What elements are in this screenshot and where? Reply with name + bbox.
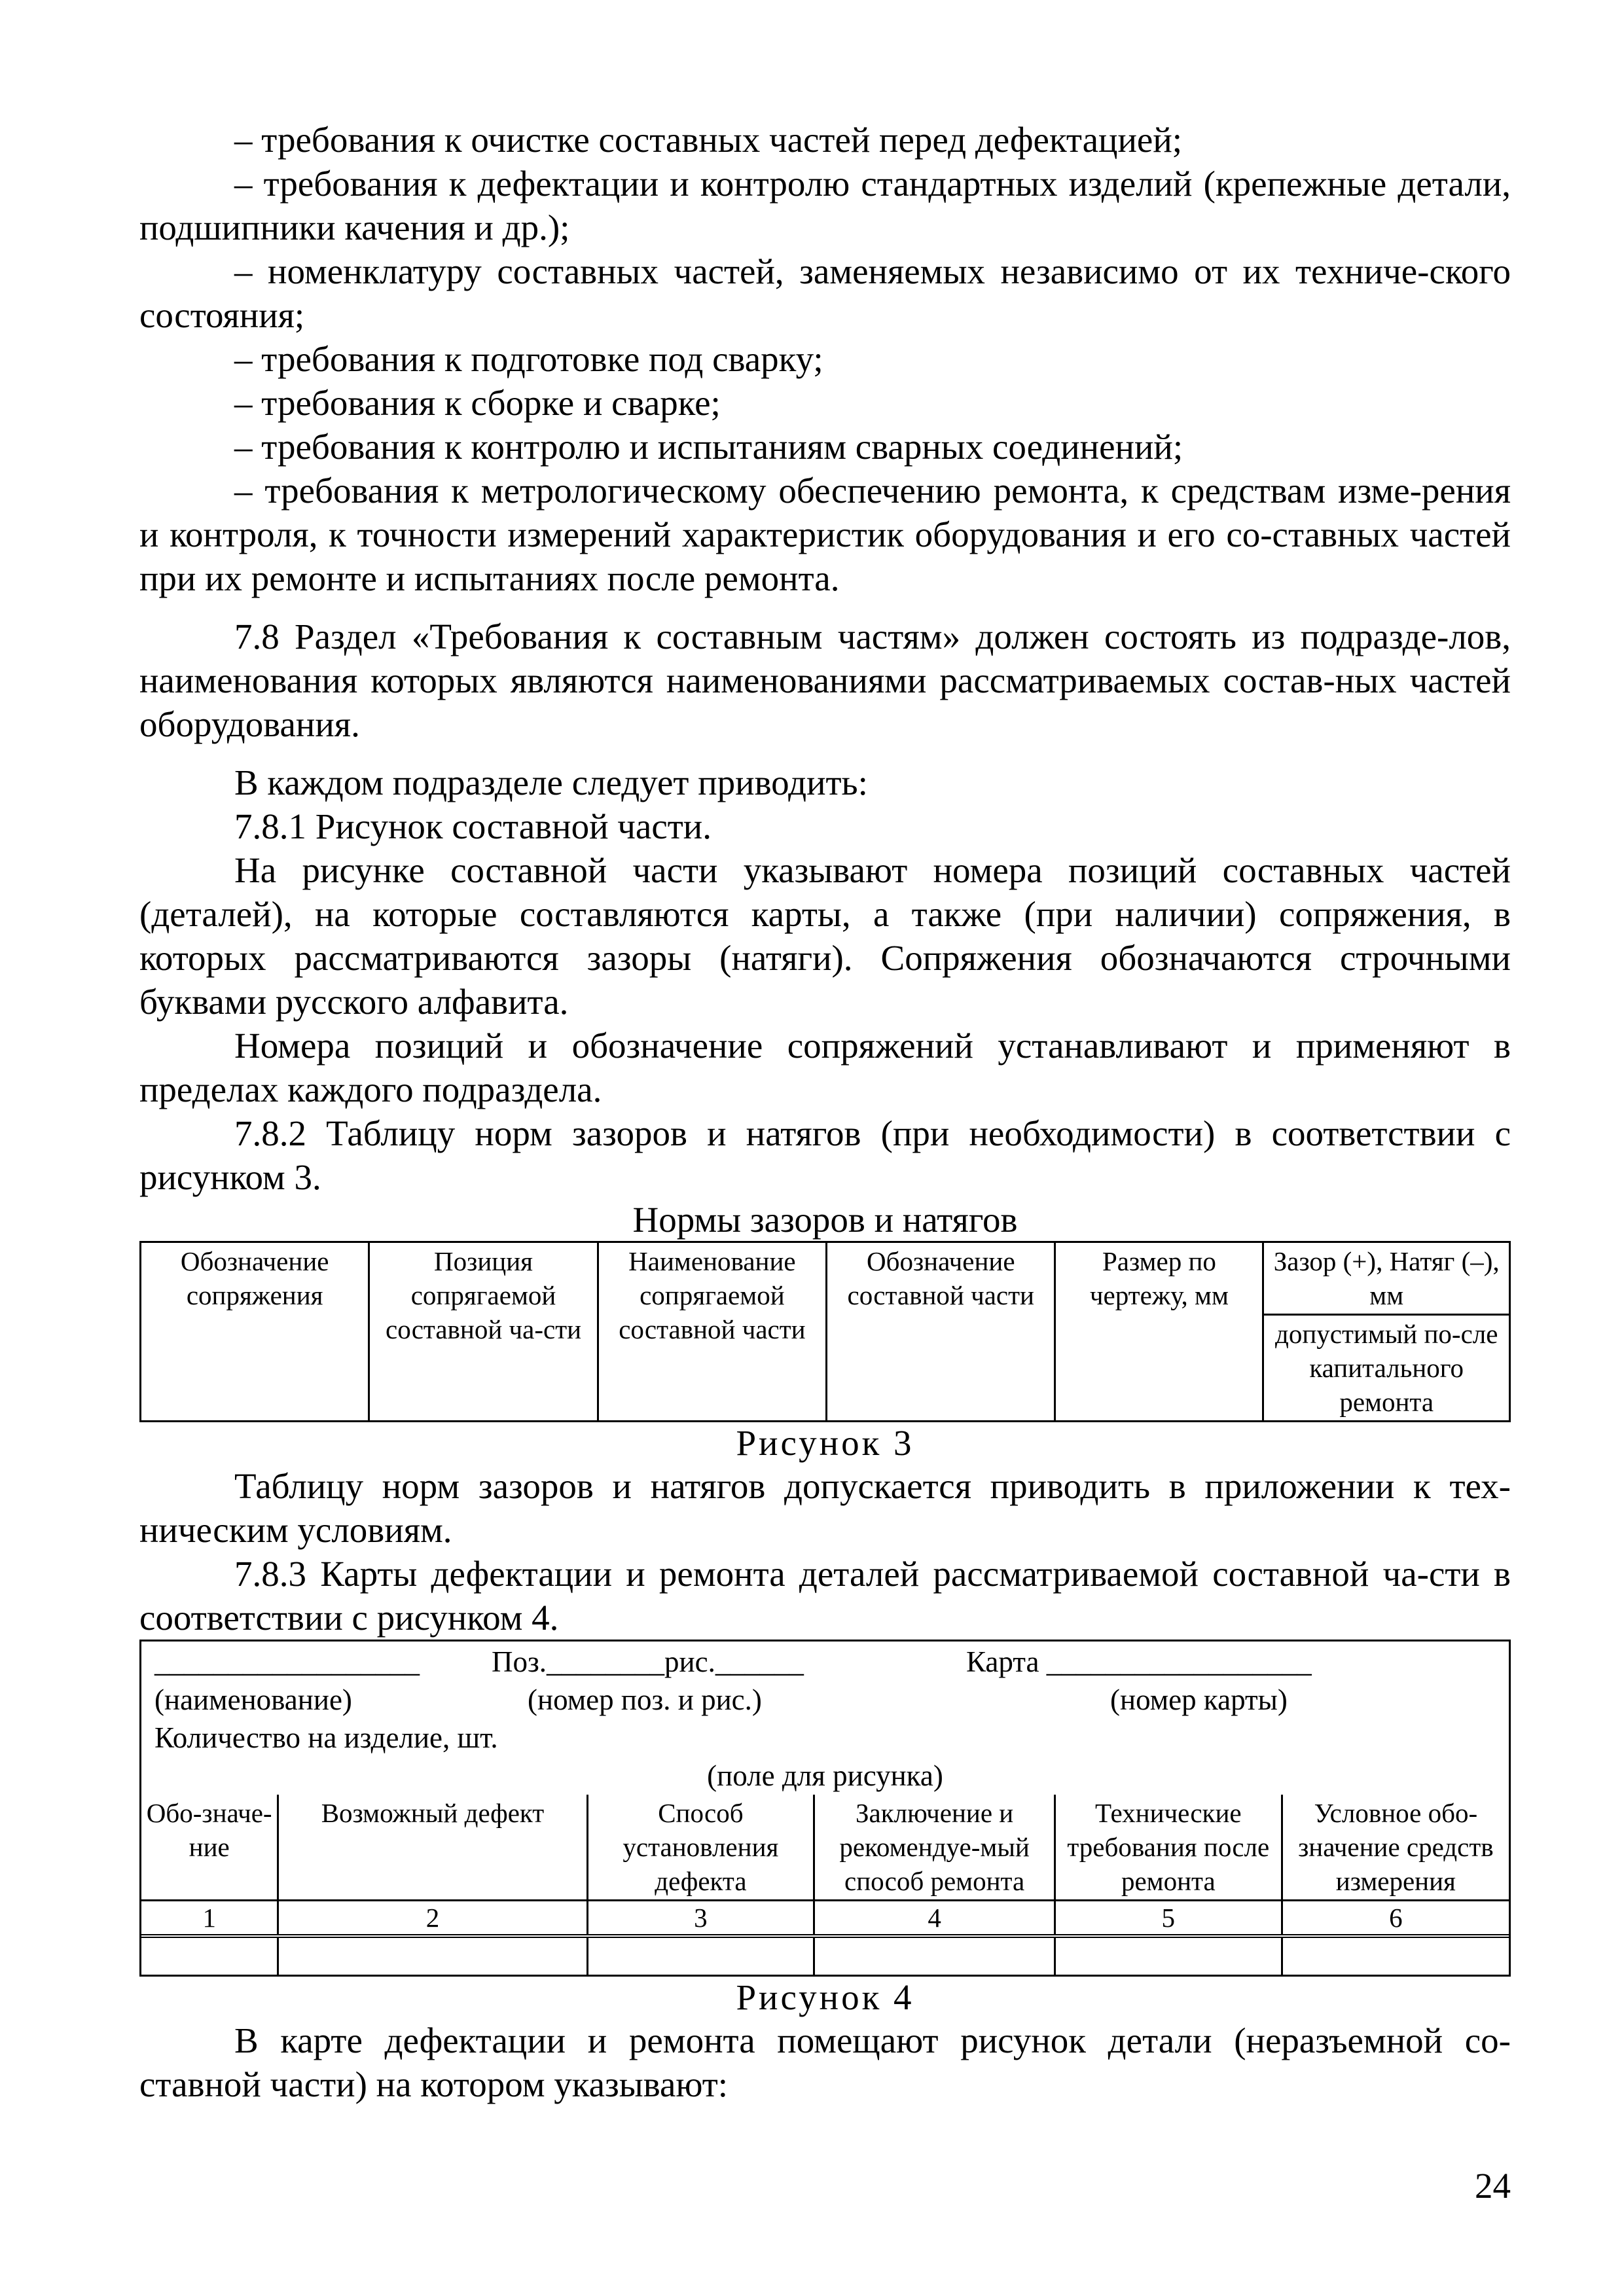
paragraph-figure-description: На рисунке составной части указывают номера позиций составных частей (деталей), на которые составляются карты, а также (при наличии) сопряжения, в которых рассматриваются зазоры (натяги). Сопряжения обозначаются строчными буквами русского алфавита. — [139, 850, 1511, 1022]
figure-3-caption: Рисунок 3 — [736, 1423, 914, 1463]
table-header-cell: Обо-значе-ние — [141, 1795, 278, 1901]
figure-4-caption: Рисунок 4 — [736, 1977, 914, 2017]
table-header-cell: Позиция сопрягаемой составной ча-сти — [369, 1242, 598, 1422]
list-item: – требования к дефектации и контролю стандартных изделий (крепежные детали, подшипники качения и др.); — [139, 164, 1511, 247]
table-header-cell: Возможный дефект — [278, 1795, 587, 1901]
table-header-cell: Обозначение составной части — [827, 1242, 1055, 1422]
column-number: 4 — [814, 1901, 1055, 1937]
table-header-cell: Способ установления дефекта — [587, 1795, 814, 1901]
empty-cell — [1282, 1936, 1509, 1975]
paragraph-positions: Номера позиций и обозначение сопряжений устанавливают и применяют в пределах каждого подраздела. — [139, 1026, 1511, 1109]
card-name-blank: __________________ — [154, 1645, 420, 1678]
column-number: 3 — [587, 1901, 814, 1937]
column-number: 2 — [278, 1901, 587, 1937]
paragraph-7-8-3: 7.8.3 Карты дефектации и ремонта деталей рассматриваемой составной ча-сти в соответствии с рисунком 4. — [139, 1554, 1511, 1638]
table3-title: Нормы зазоров и натягов — [632, 1200, 1018, 1240]
column-number: 1 — [141, 1901, 278, 1937]
list-item: – требования к контролю и испытаниям сварных соединений; — [234, 427, 1183, 467]
column-number: 6 — [1282, 1901, 1509, 1937]
document-page — [139, 118, 1511, 2106]
empty-cell — [587, 1936, 814, 1975]
page-number: 24 — [1475, 2166, 1511, 2206]
card-position-field: Поз.________рис.______ — [492, 1645, 804, 1678]
table-header-cell: Условное обо-значение средств измерения — [1282, 1795, 1509, 1901]
defect-card-table — [141, 1795, 1509, 1975]
paragraph-card-contents: В карте дефектации и ремонта помещают рисунок детали (неразъемной со-ставной части) на котором указывают: — [139, 2020, 1511, 2104]
table-header-cell: Технические требования после ремонта — [1055, 1795, 1282, 1901]
column-number: 5 — [1055, 1901, 1282, 1937]
table-header-cell: Обозначение сопряжения — [141, 1242, 369, 1422]
table-header-cell: Заключение и рекомендуе-мый способ ремонта — [814, 1795, 1055, 1901]
table-header-cell: Наименование сопрягаемой составной части — [598, 1242, 826, 1422]
empty-cell — [141, 1936, 278, 1975]
clearance-norms-table — [139, 1241, 1511, 1422]
card-quantity: Количество на изделие, шт. — [154, 1721, 498, 1754]
empty-cell — [814, 1936, 1055, 1975]
table-header-cell: Зазор (+), Натяг (–), мм — [1263, 1242, 1510, 1315]
paragraph-7-8: 7.8 Раздел «Требования к составным частям» должен состоять из подразде-лов, наименования которых являются наименованиями рассматриваемых состав-ных частей оборудования. — [139, 617, 1511, 744]
card-name-caption: (наименование) — [154, 1683, 352, 1716]
card-drawing-field: (поле для рисунка) — [707, 1759, 943, 1792]
list-item: – номенклатуру составных частей, заменяемых независимо от их техниче-ского состояния; — [139, 251, 1511, 335]
paragraph-each-subsection: В каждом подразделе следует приводить: — [234, 762, 868, 802]
card-position-caption: (номер поз. и рис.) — [528, 1683, 762, 1716]
list-item: – требования к метрологическому обеспечению ремонта, к средствам изме-рения и контроля, к точности измерений характеристик оборудования и его со-ставных частей при их ремонте и испытаниях после ремонта. — [139, 471, 1511, 598]
list-item: – требования к подготовке под сварку; — [234, 339, 823, 379]
defect-repair-card — [139, 1640, 1511, 1977]
paragraph-7-8-1: 7.8.1 Рисунок составной части. — [234, 806, 712, 846]
list-item: – требования к сборке и сварке; — [234, 383, 721, 423]
card-number-caption: (номер карты) — [1110, 1683, 1288, 1716]
table-header-cell: Размер по чертежу, мм — [1055, 1242, 1263, 1422]
list-item: – требования к очистке составных частей перед дефектацией; — [234, 120, 1183, 160]
empty-cell — [278, 1936, 587, 1975]
card-header — [141, 1641, 1509, 1795]
table-subheader-cell: допустимый по-сле капитального ремонта — [1263, 1315, 1510, 1422]
paragraph-appendix: Таблицу норм зазоров и натягов допускается приводить в приложении к тех-ническим условиям. — [139, 1466, 1511, 1550]
card-number-field: Карта __________________ — [966, 1645, 1312, 1678]
paragraph-7-8-2: 7.8.2 Таблицу норм зазоров и натягов (при необходимости) в соответствии с рисунком 3. — [139, 1113, 1511, 1197]
empty-cell — [1055, 1936, 1282, 1975]
